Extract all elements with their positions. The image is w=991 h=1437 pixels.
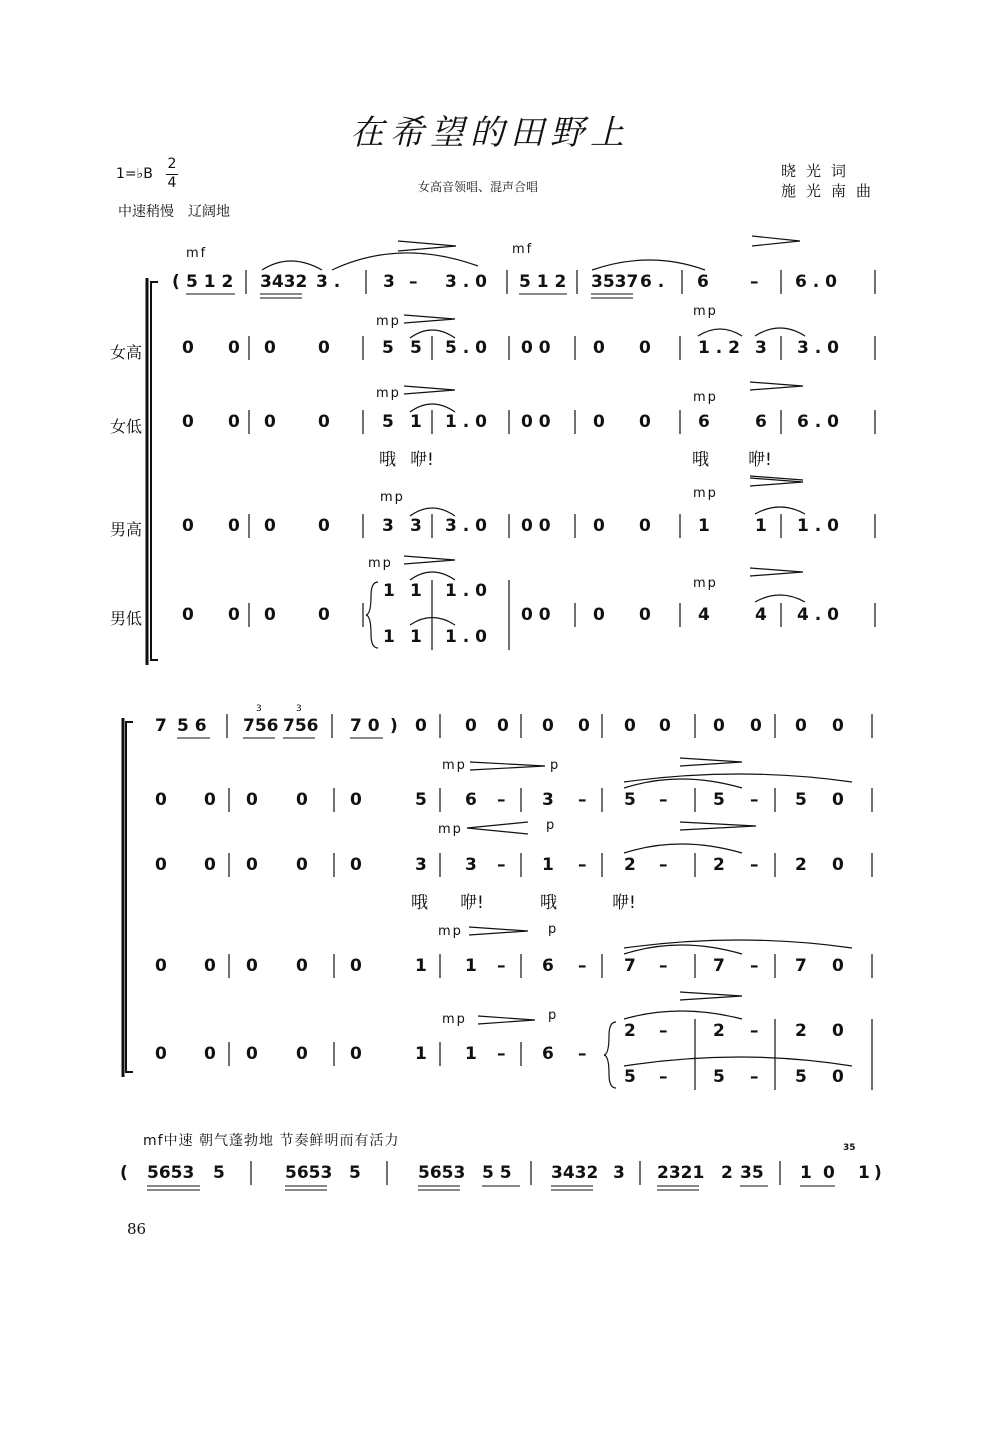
note: 3 bbox=[465, 855, 477, 875]
note: 5 bbox=[795, 1067, 807, 1087]
dash: – bbox=[578, 1044, 587, 1064]
lyric: 咿! bbox=[612, 893, 636, 913]
note: 7 bbox=[624, 956, 636, 976]
rest: 0 bbox=[795, 716, 807, 736]
note-group: 2321 bbox=[657, 1163, 705, 1183]
voice-label-soprano: 女高 bbox=[110, 343, 143, 362]
note-group: 1 . 2 bbox=[698, 338, 740, 358]
lyric: 咿! bbox=[460, 893, 484, 913]
note: 1 bbox=[410, 581, 422, 601]
rest: 0 bbox=[204, 1044, 216, 1064]
dynamic-mp: mp bbox=[380, 490, 405, 505]
rest-group: 0 0 bbox=[521, 516, 551, 536]
rest: 0 bbox=[832, 790, 844, 810]
dash: – bbox=[497, 1044, 506, 1064]
note-group: 1 . 0 bbox=[445, 627, 487, 647]
dynamic-mp: mp bbox=[442, 758, 467, 773]
note-group: 5 6 bbox=[177, 716, 207, 736]
rest: 0 bbox=[832, 956, 844, 976]
rest: 0 bbox=[182, 516, 194, 536]
rest: 0 bbox=[204, 855, 216, 875]
note: 1 bbox=[465, 956, 477, 976]
dynamic-mp: mp bbox=[438, 822, 463, 837]
dash: – bbox=[659, 855, 668, 875]
rest: 0 bbox=[182, 338, 194, 358]
rest: 0 bbox=[593, 605, 605, 625]
note-group: 3 . 0 bbox=[445, 516, 487, 536]
note: 6 bbox=[697, 272, 709, 292]
rest: 0 bbox=[204, 790, 216, 810]
note: 6 bbox=[698, 412, 710, 432]
grace-notes: 35 bbox=[843, 1143, 856, 1153]
dash: – bbox=[497, 855, 506, 875]
dash: – bbox=[409, 272, 418, 292]
rest: 0 bbox=[228, 338, 240, 358]
dash: – bbox=[750, 855, 759, 875]
rest: 0 bbox=[155, 855, 167, 875]
dynamic-mf: mf bbox=[512, 242, 534, 257]
rest: 0 bbox=[228, 516, 240, 536]
dynamic-mp: mp bbox=[438, 924, 463, 939]
note: 7 bbox=[713, 956, 725, 976]
dynamic-p: p bbox=[550, 758, 561, 773]
rest: 0 bbox=[639, 605, 651, 625]
note: 2 bbox=[713, 1021, 725, 1041]
paren-open: ( bbox=[172, 272, 180, 292]
rest: 0 bbox=[593, 516, 605, 536]
note: 3 bbox=[415, 855, 427, 875]
note: 1 bbox=[383, 627, 395, 647]
rest: 0 bbox=[182, 605, 194, 625]
note: 6 bbox=[755, 412, 767, 432]
note: 1 bbox=[410, 412, 422, 432]
rest: 0 bbox=[155, 790, 167, 810]
rest: 0 bbox=[264, 516, 276, 536]
rest: 0 bbox=[832, 716, 844, 736]
note: 7 bbox=[795, 956, 807, 976]
note: 2 bbox=[624, 1021, 636, 1041]
rest: 0 bbox=[350, 956, 362, 976]
rest: 0 bbox=[228, 412, 240, 432]
note-group: 1 . 0 bbox=[445, 412, 487, 432]
lyric: 哦 bbox=[379, 450, 396, 470]
dash: – bbox=[750, 790, 759, 810]
dash: – bbox=[659, 956, 668, 976]
triplet-mark: 3 bbox=[256, 704, 262, 714]
note-group: 5 1 2 bbox=[186, 272, 234, 292]
rest: 0 bbox=[246, 956, 258, 976]
note: 5 bbox=[382, 338, 394, 358]
note-group: 5 . 0 bbox=[445, 338, 487, 358]
rest: 0 bbox=[350, 855, 362, 875]
rest: 0 bbox=[624, 716, 636, 736]
rest: 0 bbox=[264, 412, 276, 432]
voice-label-alto: 女低 bbox=[110, 417, 143, 436]
note: 5 bbox=[415, 790, 427, 810]
note: 6 bbox=[542, 1044, 554, 1064]
dash: – bbox=[750, 956, 759, 976]
dash: – bbox=[578, 790, 587, 810]
dash: – bbox=[578, 855, 587, 875]
lyric: 哦 bbox=[411, 893, 428, 913]
note: 5 bbox=[349, 1163, 361, 1183]
note: 1 bbox=[465, 1044, 477, 1064]
rest: 0 bbox=[246, 855, 258, 875]
note: 5 bbox=[713, 1067, 725, 1087]
dynamic-mp: mp bbox=[693, 576, 718, 591]
dash: – bbox=[659, 1021, 668, 1041]
note: 3 bbox=[755, 338, 767, 358]
note: 4 bbox=[755, 605, 767, 625]
rest: 0 bbox=[296, 790, 308, 810]
note: 1 bbox=[415, 1044, 427, 1064]
note: 3 bbox=[382, 516, 394, 536]
note-group: 1 . 0 bbox=[445, 581, 487, 601]
note-group: 6 . bbox=[640, 272, 665, 292]
dynamic-p: p bbox=[548, 1008, 559, 1023]
note: 6 bbox=[542, 956, 554, 976]
rest: 0 bbox=[318, 516, 330, 536]
rest: 0 bbox=[639, 412, 651, 432]
note: 2 bbox=[795, 1021, 807, 1041]
note: 1 bbox=[410, 627, 422, 647]
dynamic-mp: mp bbox=[376, 386, 401, 401]
rest: 0 bbox=[246, 1044, 258, 1064]
paren-open: ( bbox=[120, 1163, 128, 1183]
rest: 0 bbox=[296, 855, 308, 875]
dynamic-mp: mp bbox=[442, 1012, 467, 1027]
rest: 0 bbox=[264, 605, 276, 625]
rest: 0 bbox=[415, 716, 427, 736]
voice-label-bass: 男低 bbox=[110, 609, 143, 628]
rest: 0 bbox=[542, 716, 554, 736]
dynamic-mp: mp bbox=[693, 390, 718, 405]
dynamic-mp: mp bbox=[376, 314, 401, 329]
time-signature-bottom: 4 bbox=[167, 175, 177, 191]
note-group: 5 5 bbox=[482, 1163, 512, 1183]
rest: 0 bbox=[832, 1021, 844, 1041]
lyric: 哦 bbox=[540, 893, 557, 913]
lyricist-credit: 晓光词 bbox=[781, 162, 857, 180]
rest: 0 bbox=[350, 1044, 362, 1064]
dash: – bbox=[659, 790, 668, 810]
lyric: 咿! bbox=[748, 450, 772, 470]
note: 1 bbox=[755, 516, 767, 536]
dash: – bbox=[750, 1021, 759, 1041]
rest-group: 0 0 bbox=[521, 412, 551, 432]
note-group: 3 . bbox=[316, 272, 341, 292]
note: 7 bbox=[155, 716, 167, 736]
rest: 0 bbox=[465, 716, 477, 736]
paren-close: ) bbox=[390, 716, 398, 736]
rest: 0 bbox=[593, 338, 605, 358]
dash: – bbox=[497, 790, 506, 810]
note: 5 bbox=[713, 790, 725, 810]
rest: 0 bbox=[228, 605, 240, 625]
note-group: 6 . 0 bbox=[795, 272, 837, 292]
triplet: 756 bbox=[283, 716, 319, 736]
note: 1 bbox=[383, 581, 395, 601]
rest: 0 bbox=[832, 1067, 844, 1087]
rest: 0 bbox=[823, 1163, 835, 1183]
note-group: 5653 bbox=[147, 1163, 195, 1183]
rest: 0 bbox=[593, 412, 605, 432]
rest: 0 bbox=[296, 956, 308, 976]
dynamic-p: p bbox=[546, 818, 557, 833]
dash: – bbox=[659, 1067, 668, 1087]
rest: 0 bbox=[713, 716, 725, 736]
dynamic-mp: mp bbox=[693, 304, 718, 319]
dash: – bbox=[578, 956, 587, 976]
note-group: 7 0 bbox=[350, 716, 380, 736]
rest: 0 bbox=[318, 338, 330, 358]
rest: 0 bbox=[750, 716, 762, 736]
rest: 0 bbox=[639, 516, 651, 536]
note-group: 5653 bbox=[418, 1163, 466, 1183]
note: 1 bbox=[415, 956, 427, 976]
dynamic-p: p bbox=[548, 922, 559, 937]
lyric: 咿! bbox=[410, 450, 434, 470]
note: 1 bbox=[542, 855, 554, 875]
note-group: 3537 bbox=[591, 272, 639, 292]
note: 5 bbox=[410, 338, 422, 358]
rest-group: 0 0 bbox=[521, 338, 551, 358]
key-signature: 1=♭B bbox=[116, 166, 153, 182]
rest: 0 bbox=[204, 956, 216, 976]
rest: 0 bbox=[264, 338, 276, 358]
triplet: 756 bbox=[243, 716, 279, 736]
dynamic-mf: mf bbox=[186, 246, 208, 261]
dynamic-mp: mp bbox=[693, 486, 718, 501]
performance-subtitle: 女高音领唱、混声合唱 bbox=[418, 180, 539, 194]
rest: 0 bbox=[296, 1044, 308, 1064]
note-group: 3432 bbox=[551, 1163, 599, 1183]
note: 5 bbox=[624, 790, 636, 810]
note: 5 bbox=[795, 790, 807, 810]
rest: 0 bbox=[639, 338, 651, 358]
note: 2 bbox=[721, 1163, 733, 1183]
note-group: 3 . 0 bbox=[797, 338, 839, 358]
note: 5 bbox=[624, 1067, 636, 1087]
rest: 0 bbox=[246, 790, 258, 810]
rest-group: 0 0 bbox=[521, 605, 551, 625]
note: 3 bbox=[410, 516, 422, 536]
dash: – bbox=[497, 956, 506, 976]
dash: – bbox=[750, 272, 759, 292]
note: 3 bbox=[542, 790, 554, 810]
page-title: 在希望的田野上 bbox=[350, 113, 630, 153]
note: 1 bbox=[858, 1163, 870, 1183]
note: 3 bbox=[383, 272, 395, 292]
note: 6 bbox=[465, 790, 477, 810]
note-group: 5 1 2 bbox=[519, 272, 567, 292]
voice-label-tenor: 男高 bbox=[110, 520, 143, 539]
rest: 0 bbox=[182, 412, 194, 432]
rest: 0 bbox=[155, 956, 167, 976]
note-group: 1 . 0 bbox=[797, 516, 839, 536]
lyric: 哦 bbox=[692, 450, 709, 470]
note: 5 bbox=[213, 1163, 225, 1183]
rest: 0 bbox=[350, 790, 362, 810]
note-group: 6 . 0 bbox=[797, 412, 839, 432]
note-group: 4 . 0 bbox=[797, 605, 839, 625]
note-group: 3 . 0 bbox=[445, 272, 487, 292]
note: 3 bbox=[613, 1163, 625, 1183]
composer-credit: 施光南曲 bbox=[781, 182, 882, 200]
rest: 0 bbox=[832, 855, 844, 875]
note-group: 3432 bbox=[260, 272, 308, 292]
dynamic-mp: mp bbox=[368, 556, 393, 571]
note: 2 bbox=[795, 855, 807, 875]
dash: – bbox=[750, 1067, 759, 1087]
triplet-mark: 3 bbox=[296, 704, 302, 714]
note: 5 bbox=[382, 412, 394, 432]
rest: 0 bbox=[497, 716, 509, 736]
note: 4 bbox=[698, 605, 710, 625]
rest: 0 bbox=[578, 716, 590, 736]
note: 1 bbox=[698, 516, 710, 536]
rest: 0 bbox=[318, 412, 330, 432]
page-number: 86 bbox=[127, 1220, 147, 1238]
note: 1 bbox=[800, 1163, 812, 1183]
note: 2 bbox=[624, 855, 636, 875]
rest: 0 bbox=[318, 605, 330, 625]
note: 2 bbox=[713, 855, 725, 875]
note-group: 35 bbox=[740, 1163, 764, 1183]
note-group: 5653 bbox=[285, 1163, 333, 1183]
interlude-direction: mf中速 朝气蓬勃地 节奏鲜明而有活力 bbox=[143, 1133, 400, 1149]
tempo-marking: 中速稍慢 辽阔地 bbox=[118, 204, 230, 220]
paren-close: ) bbox=[874, 1163, 882, 1183]
rest: 0 bbox=[659, 716, 671, 736]
rest: 0 bbox=[155, 1044, 167, 1064]
time-signature-top: 2 bbox=[167, 156, 177, 172]
